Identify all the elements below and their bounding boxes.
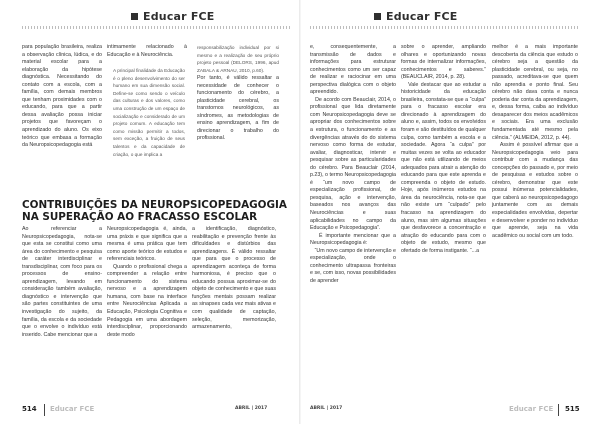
right-page-header: Educar FCE (374, 10, 458, 23)
right-page (300, 0, 600, 424)
header-dotted-rule (310, 26, 578, 29)
left-lower-col3: a identificação, diagnóstico, reabilitação e prevenção frente às dificuldades e distúrbios das aprendizagens. É válido ressaltar que para que o processo de aprendizagem aconteça de forma harmoniosa, é preciso que o educando possua aproximar-se do objeto de conhecimento e que suas funções mentais possam realizar as sinapses cada vez mais ativas e com qualidade de captação, seleção, memorização, armazenamento, (192, 226, 278, 331)
page-number: 514 (22, 405, 37, 413)
footer-label: Educar FCE (50, 405, 95, 413)
header-square-icon (374, 13, 381, 20)
footer-divider (558, 404, 559, 416)
left-quote-col2: A principal finalidade da Educação é o pleno desenvolvimento do ser humano em sua dimensão social. Define-se como sendo o veículo das culturas e dos valores, como uma construção de um espaço de socialização e considerado de um projeto comum. A educação tem como missão permitir a todos, sem exceção, a fruição de seus talentos e da capacidade de criação, o que implica a (113, 68, 187, 157)
page-number: 515 (565, 405, 580, 413)
left-upper-col1: para população brasileira, realiza a observação clínica, lúdica, e do material escolar para a elaboração da hipótese diagnóstica. Necessitando do contato com a escola, com a família, com demais membros que tenham proximidades com o educando, para que a partir dessa avaliação possa iniciar projetos que favoreçam o aprendizado do aluno. Os eixo teórico que embasa a formação da Neuropsicopedagogia está (22, 44, 104, 149)
right-col2: sobre o aprender, ampliando olhares e oportunizando novas formas de internalizar informações, conhecimentos e saberes.” (BEAUCLAIR, 2014, p. 28). Vale destacar que ao estudar a historicidade da educação brasileira, constata-se que a “culpa” para o fracasso escolar era direcionado à aprendizagem do aluno e, assim, todos os envolvidos foram e são destituídos de qualquer culpa, como também a escola e a sociedade. Agora “a culpa” por muitas vezes se volta ao educador que não está utilizando de meios adequados para atrair a atenção do educando para que este aprenda e compreenda o objeto de estudo. Hoje, após inúmeros estudos na área da neurociência, nota-se que não existe um “culpado” pelo fracasso na aprendizagem do aluno, mas sim algumas situações que desfavorece a concentração e atração do educando para com o objeto de estudo, mesmo que ofertado de forma instigante. “...a (401, 44, 486, 254)
left-upper-col2: intimamente relacionado à Educação e à Neurociência. (107, 44, 189, 58)
footer-divider (44, 404, 45, 416)
left-upper-col3: Por tanto, é válido ressaltar a necessidade de conhecer o funcionamento do cérebro, a plasticidade cerebral, os transtornos neurológicos, as síndromes, as metodologias de ensino aprendizagem, a fim de direcionar o trabalho do profissional. (197, 75, 281, 142)
footer-label: Educar FCE (509, 405, 554, 413)
left-lower-col1: Ao referenciar a Neuropsicopedagogia, nota-se que esta se constitui como uma área do conhecimento e pesquisa de caráter interdisciplinar e transdisciplinar, com foco para os processos de ensino-aprendizagem, levando em consideração também avaliação, diagnóstico e intervenção que são partes constituintes de uma investigação do sujeito, da família, da escola e da sociedade que o envolve o indivíduo está inserido. Cabe mencionar que a (22, 226, 104, 338)
left-lower-col2: Neuropsicopedagogia é, ainda, uma práxis e que significa que a mesma é uma prática que tem como aporte teórico de estudos e referenciais teóricos. Quando o profissional chega a compreender a relação entre funcionamento do sistema nervoso e a aprendizagem humana, com base na interface entre Neurociências Aplicada a Educação, Psicologia Cognitiva e Pedagogia em uma abordagem interdisciplinar, proporcionando deste modo (107, 226, 187, 338)
right-footer (300, 398, 600, 424)
footer-date: ABRIL | 2017 (235, 406, 268, 411)
left-quote-col3: responsabilização individual por si mesmo e a realização de seu próprio projeto pessoal (DELORS, 1996, apud ZABALA & ARNAU, 2010, p.60). (197, 45, 281, 73)
header-square-icon (131, 13, 138, 20)
right-col3: melhor é a mais importante descoberta da ciência que estudo o cérebro seja a questão da plasticidade cerebral, ou seja, no passado, acreditava-se que quem não aprendia e ponto final. Seu cérebro não dava conta e nunca poderia dar conta da aprendizagem, e, dessa forma, caiba ao indivíduo desaparecer dos meios acadêmicos e sociais. Era uma exclusão fundamentada até mesmo pela ciência.” (ALMEIDA, 2012, p. 44). Assim é possível afirmar que a Neuropsicopedagogia veio para contribuir com a mudança das concepções do passado e, por meio de pesquisas e estudos sobre o cérebro, demonstrar que este possui inúmeras potencialidades, que caberá ao neuropsicopedagogo juntamente com as demais especialidades envolvidas, depertar e desenvolver e ponder no indivíduo que aprende, seja na vida acadêmico ou social com um todo. (492, 44, 579, 239)
header-dotted-rule (22, 26, 290, 29)
left-page-header: Educar FCE (131, 10, 215, 23)
footer-date: ABRIL | 2017 (310, 406, 343, 411)
right-col1: e, consequentemente, a transmissão de dados e informações para estruturar conhecimentos como um ser capaz de realizar e raciocinar em uma perspectiva dialógica com o objeto apreendido. De acordo com Beauclair, 2014, o profissional que lida diretamente com Neuropsicopedagogia deve se apropriar dos conhecimentos sobre a estrutura, o funcionamento e as divergências através do do sistema nervoso como forma de estudar, avaliar, diagnosticar, intervir e pesquisar sobre as particularidades do cérebro. Para Beauclair (2014, p.23), o termo Neuropsicopedagogia é “um novo campo de especialização profissional, de pesquisa, ação e intervenção, baseados nos avanços das Neurociências e suas aplicabilidades no campo da Educação e Psicopedagogia”. É importante mencionar que a Neuropsicopedagogia é: “Um novo campo de intervenção e especialização, onde o conhecimento ultrapassa fronteiras e se, com isso, novas possibilidades de aprender (310, 44, 397, 284)
article-title: CONTRIBUIÇÕES DA NEUROPSICOPEDAGOGIA NA SUPERAÇÃO AO FRACASSO ESCOLAR (22, 199, 287, 223)
left-footer (0, 398, 300, 424)
